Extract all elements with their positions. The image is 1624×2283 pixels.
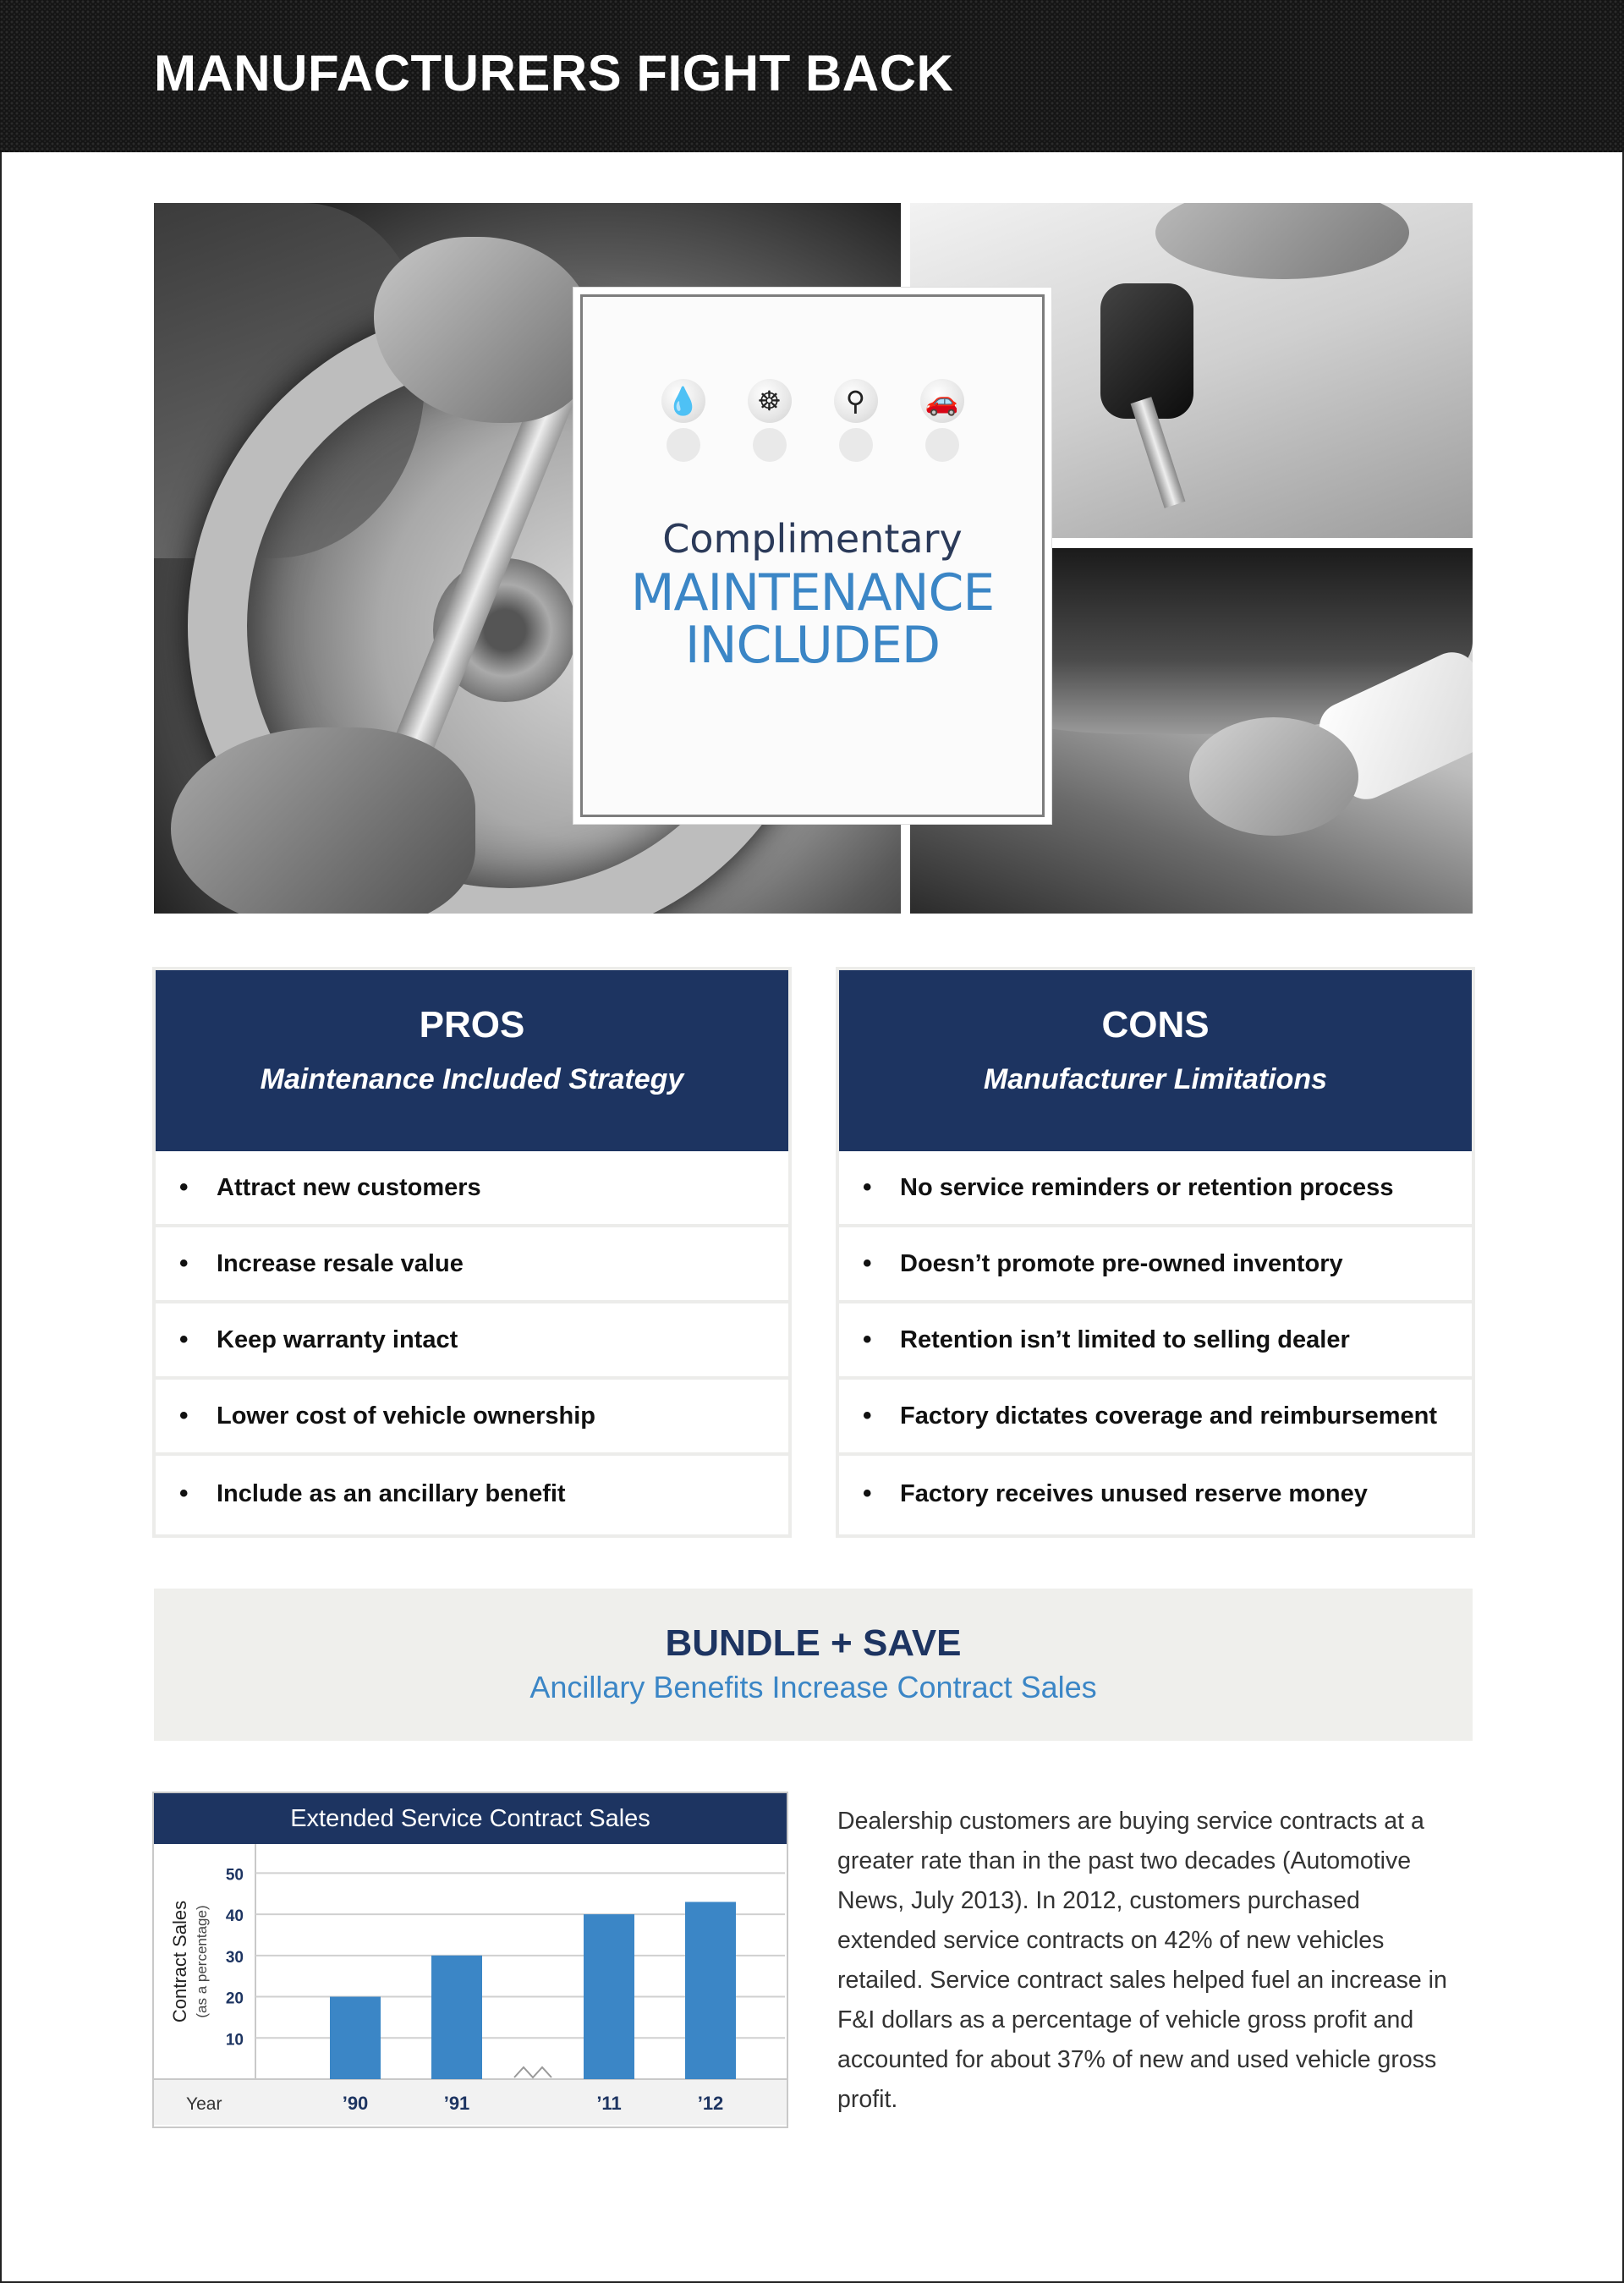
x-axis-label: Year xyxy=(186,2094,222,2114)
bullet-icon: • xyxy=(863,1402,872,1430)
y-tick-label: 10 xyxy=(225,2031,244,2050)
promo-line-maintenance: MAINTENANCE xyxy=(630,563,995,623)
page-title: MANUFACTURERS FIGHT BACK xyxy=(154,45,954,102)
contract-sales-chart xyxy=(152,1792,788,2128)
body-paragraph: Dealership customers are buying service contracts at a greater rate than in the past two decades (Automotive News, July 2013). In 2012, customers purchased extended service contracts on 42% of new vehicles retailed. Service contract sales helped fuel an increase in F&I dollars as a percentage of vehicle gross profit and accounted for about 37% of new and used vehicle gross profit. xyxy=(837,1808,1447,2113)
chart-plot xyxy=(154,1844,787,2127)
list-item: • Keep warranty intact xyxy=(156,1303,788,1380)
list-item: • Doesn’t promote pre-owned inventory xyxy=(839,1227,1472,1303)
list-item: • Factory receives unused reserve money xyxy=(863,1479,1368,1507)
bullet-icon: • xyxy=(179,1479,189,1507)
bar-2 xyxy=(431,1956,482,2079)
chart-title: Extended Service Contract Sales xyxy=(154,1793,787,1844)
bar-3 xyxy=(584,1914,634,2079)
bundle-banner xyxy=(154,1589,1473,1741)
bullet-icon: • xyxy=(863,1325,872,1353)
x-tick-label: ’12 xyxy=(697,2093,724,2114)
promo-icon-row xyxy=(580,379,1045,423)
list-item: • Include as an ancillary benefit xyxy=(179,1479,566,1507)
list-item: • Retention isn’t limited to selling dealer xyxy=(839,1303,1472,1380)
y-tick-label: 50 xyxy=(225,1866,244,1885)
cons-subtitle: Manufacturer Limitations xyxy=(983,1063,1328,1095)
pros-list xyxy=(156,1151,788,1532)
pros-header xyxy=(156,970,788,1151)
y-axis-label: Contract Sales xyxy=(169,1900,190,2023)
x-tick-label: ’90 xyxy=(342,2093,369,2114)
x-tick-label: ’11 xyxy=(596,2093,622,2114)
bundle-title: BUNDLE + SAVE xyxy=(665,1622,962,1664)
bar-4 xyxy=(685,1902,736,2079)
car-icon: 🚗 xyxy=(920,379,964,423)
list-item: • Increase resale value xyxy=(156,1227,788,1303)
pros-subtitle: Maintenance Included Strategy xyxy=(260,1063,684,1095)
bar-1 xyxy=(330,1997,381,2079)
promo-line-complimentary: Complimentary xyxy=(662,516,963,562)
cons-list xyxy=(839,1151,1472,1532)
x-tick-label: ’91 xyxy=(443,2093,470,2114)
list-item: • Attract new customers xyxy=(156,1151,788,1227)
promo-line-included: INCLUDED xyxy=(684,616,941,675)
pros-panel xyxy=(152,967,792,1538)
bullet-icon: • xyxy=(863,1479,872,1507)
bundle-subtitle: Ancillary Benefits Increase Contract Sales xyxy=(529,1670,1097,1704)
magnifier-icon: ⚲ xyxy=(834,379,878,423)
list-item: • Factory dictates coverage and reimbursement xyxy=(839,1380,1472,1456)
cons-header xyxy=(839,970,1472,1151)
oil-drop-icon: 💧 xyxy=(661,379,705,423)
pros-title: PROS xyxy=(419,1004,525,1045)
cons-title: CONS xyxy=(1101,1004,1210,1045)
y-tick-label: 30 xyxy=(225,1948,244,1967)
y-tick-label: 20 xyxy=(225,1989,244,2008)
bullet-icon: • xyxy=(179,1402,189,1430)
y-tick-label: 40 xyxy=(225,1907,244,1926)
wheel-icon: ☸ xyxy=(748,379,792,423)
y-axis-sublabel: (as a percentage) xyxy=(194,1905,210,2018)
list-item: • Lower cost of vehicle ownership xyxy=(156,1380,788,1456)
bullet-icon: • xyxy=(863,1173,872,1201)
bullet-icon: • xyxy=(179,1325,189,1353)
bullet-icon: • xyxy=(179,1173,189,1201)
x-axis-band xyxy=(154,2079,787,2125)
photo-collage xyxy=(154,203,1473,914)
bullet-icon: • xyxy=(179,1249,189,1277)
page-header xyxy=(0,0,1624,152)
bullet-icon: • xyxy=(863,1249,872,1277)
axis-break-mark xyxy=(514,2067,551,2077)
maintenance-promo-card xyxy=(573,288,1051,824)
list-item: • No service reminders or retention process xyxy=(839,1151,1472,1227)
cons-panel xyxy=(836,967,1475,1538)
